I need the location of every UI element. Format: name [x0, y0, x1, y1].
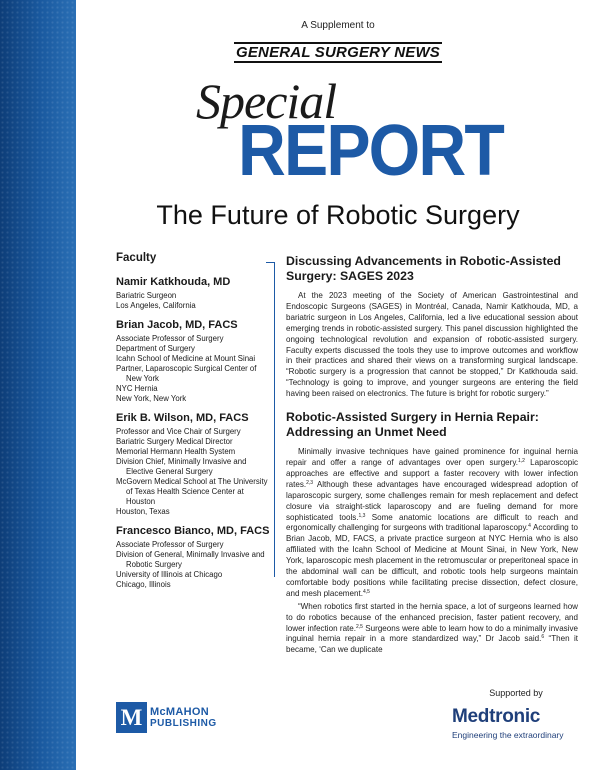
reference-marker: 2,5 — [356, 623, 363, 630]
faculty-member — [116, 276, 276, 311]
faculty-member — [116, 412, 276, 517]
publisher-name-line2: PUBLISHING — [150, 717, 217, 729]
publisher-mark-icon: M — [116, 702, 147, 733]
paragraph-text: According to Brian Jacob, MD, FACS, a private practice surgeon at NYC Hernia who is also affiliated with the Icahn School of Medicine at Mount Sinai, in New York, New York, laparoscopic mesh placement in the retromuscular or preperitoneal space in the abdominal wall can be difficult, and robotic tools help surgeons maintain comfortable body positions while facilitating precise dissection, defect closure, and mesh placement. — [286, 523, 578, 598]
paragraph-text: Minimally invasive techniques have gained prominence for inguinal hernia repair and offer a range of advantages over open surgery. — [286, 447, 578, 467]
faculty-line: Elective General Surgery — [126, 467, 213, 476]
article-paragraph: At the 2023 meeting of the Society of American Gastrointestinal and Endoscopic Surgeons (SAGES) in Montréal, Canada, Namir Katkhouda, MD, a bariatric surgeon in Los Angeles, California, led a live educational session about emerging trends in robotic-assisted surgery. This panel discussion highlighted the ongoing technological revolution and expansion of robotic-assisted surgery. Faculty experts discussed the tools they use to improve outcomes and workflow in their practices and shared their views on a transforming surgical landscape. “Robotic surgery is a progression that cannot be stopped,” Dr Katkhouda said. “Technology is going to improve, and younger surgeons are entering the field having been raised on electronics. The future is bright for robotic surgery.” — [286, 291, 578, 399]
faculty-member — [116, 319, 276, 404]
reference-marker: 2,3 — [306, 479, 314, 486]
paragraph-text: “Then it became, ‘Can we duplicate — [286, 634, 578, 655]
faculty-line: Department of Surgery — [116, 344, 195, 353]
faculty-member — [116, 525, 276, 590]
faculty-line: McGovern Medical School at The University — [116, 477, 268, 486]
side-color-band — [0, 0, 76, 770]
faculty-name: Erik B. Wilson, MD, FACS — [116, 412, 249, 424]
faculty-line: Bariatric Surgery Medical Director — [116, 437, 233, 446]
faculty-line: Division of General, Minimally Invasive and — [116, 550, 265, 559]
faculty-line: Bariatric Surgeon — [116, 291, 177, 300]
article-body — [286, 254, 578, 656]
faculty-line: Professor and Vice Chair of Surgery — [116, 427, 241, 436]
reference-marker: 1,3 — [358, 512, 366, 519]
publisher-wordmark — [150, 706, 217, 730]
paragraph-text: Laparoscopic approaches are effective and support a faster recovery with lower infection rates. — [286, 457, 578, 489]
page-title: The Future of Robotic Surgery — [156, 200, 520, 230]
supplement-label: A Supplement to — [301, 20, 375, 31]
article-paragraph — [286, 447, 578, 600]
faculty-line: Partner, Laparoscopic Surgical Center of — [116, 364, 257, 373]
faculty-line: Associate Professor of Surgery — [116, 540, 224, 549]
faculty-line: Houston — [126, 497, 156, 506]
faculty-line: Division Chief, Minimally Invasive and — [116, 457, 247, 466]
faculty-line: NYC Hernia — [116, 384, 158, 393]
paragraph-text: Although these advantages have encouraged widespread adoption of laparoscopic surgery, some challenges remain for mesh replacement and defect closure via straight-stick laparoscopy and are fueling demand for more sophisticated tools. — [286, 479, 578, 522]
faculty-line: Chicago, Illinois — [116, 580, 171, 589]
report-heading: REPORT — [238, 111, 503, 191]
faculty-name: Namir Katkhouda, MD — [116, 276, 231, 288]
reference-marker: 1,2 — [518, 457, 525, 464]
paragraph-text: Surgeons were able to learn how to do a minimally invasive inguinal hernia repair in a more standardized way,” Dr Jacob said. — [286, 623, 578, 644]
faculty-name: Brian Jacob, MD, FACS — [116, 319, 238, 331]
faculty-divider — [274, 262, 275, 577]
faculty-line: New York, New York — [116, 394, 187, 403]
publisher-logo — [116, 702, 217, 733]
reference-marker: 4 — [528, 523, 531, 530]
faculty-line: New York — [126, 374, 159, 383]
faculty-line: of Texas Health Science Center at — [126, 487, 244, 496]
sponsor-logo: Medtronic — [452, 706, 541, 727]
faculty-line: Los Angeles, California — [116, 301, 196, 310]
reference-marker: 4,5 — [362, 588, 370, 595]
supported-by-label: Supported by — [489, 688, 543, 698]
paragraph-text: “When robotics first started in the hernia space, a lot of surgeons learned how to do robotics because of the enhanced precision, faster patient recovery, and lower infection rate. — [286, 601, 578, 633]
publication-name — [76, 44, 600, 61]
article-paragraph — [286, 602, 578, 657]
publisher-name-line1: McMAHON — [150, 705, 209, 718]
reference-marker: 6 — [541, 634, 545, 641]
faculty-name: Francesco Bianco, MD, FACS — [116, 525, 270, 537]
faculty-heading: Faculty — [116, 252, 157, 264]
sponsor-tagline: Engineering the extraordinary — [452, 730, 564, 740]
faculty-list — [116, 252, 276, 598]
special-heading: Special — [196, 73, 337, 129]
publication-name-text: GENERAL SURGERY NEWS — [235, 44, 441, 61]
section-heading: Robotic-Assisted Surgery in Hernia Repair: Addressing an Unmet Need — [286, 410, 539, 440]
section-heading: Discussing Advancements in Robotic-Assisted Surgery: SAGES 2023 — [286, 254, 561, 283]
faculty-line: Houston, Texas — [116, 507, 170, 516]
faculty-line: University of Illinois at Chicago — [116, 570, 223, 579]
faculty-line: Memorial Hermann Health System — [116, 447, 236, 456]
faculty-line: Robotic Surgery — [126, 560, 182, 569]
faculty-line: Icahn School of Medicine at Mount Sinai — [116, 354, 256, 363]
faculty-line: Associate Professor of Surgery — [116, 334, 224, 343]
paragraph-text: Some anatomic locations are difficult to reach and ergonomically challenging for surgeons with traditional laparoscopy. — [286, 512, 578, 533]
